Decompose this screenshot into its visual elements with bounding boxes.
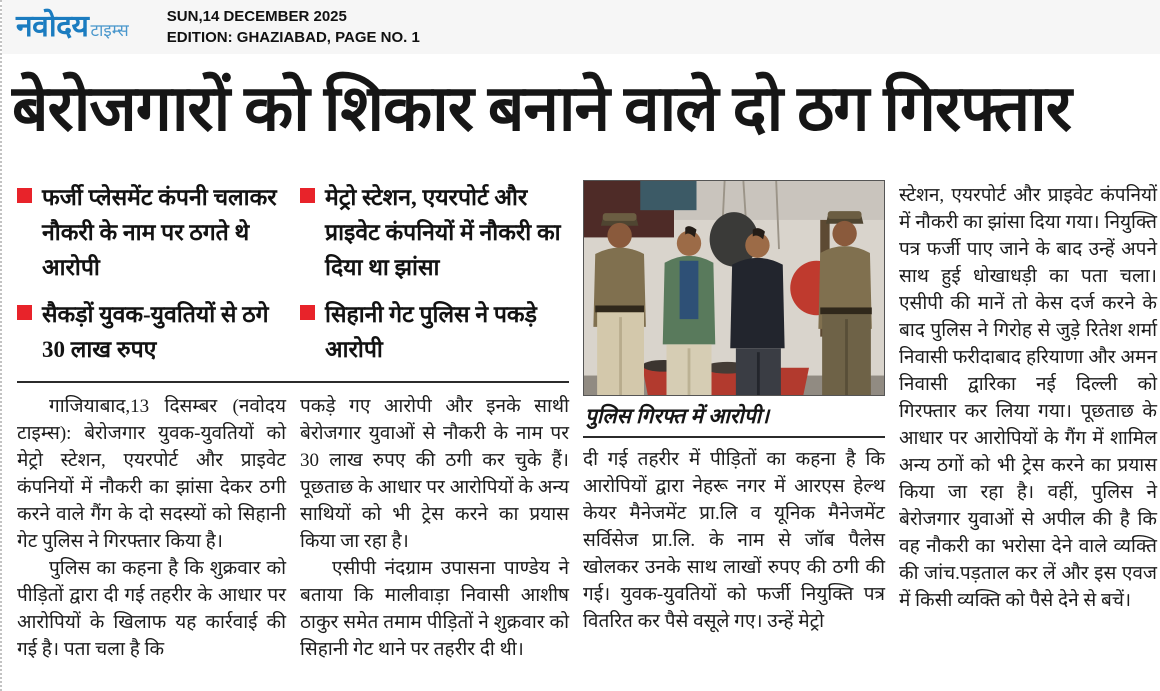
subhead-text: फर्जी प्लेसमेंट कंपनी चलाकर नौकरी के नाम पर ठगते थे आरोपी bbox=[42, 185, 277, 280]
news-photo bbox=[583, 180, 885, 396]
paragraph: गाजियाबाद,13 दिसम्बर (नवोदय टाइम्स): बेरोजगार युवक-युवतियों को मेट्रो स्टेशन, एयरपोर्ट और प्राइवेट कंपनियों में नौकरी का झांसा देकर ठगी करने वाले गैंग के दो सदस्यों को सिहानी गेट पुलिस ने गिरफ्तार किया है। bbox=[17, 396, 286, 552]
body-column-4 bbox=[899, 180, 1157, 691]
paragraph: पकड़े गए आरोपी और इनके साथी बेरोजगार युवाओं से नौकरी के नाम पर 30 लाख रुपए की ठगी कर चुके हैं। पूछताछ के आधार पर आरोपियों के अन्य साथियों को भी ट्रेस करने का प्रयास किया जा रहा है। bbox=[300, 396, 569, 552]
headline-block bbox=[2, 54, 1160, 166]
body-column-2 bbox=[300, 393, 569, 663]
date-line: SUN,14 DECEMBER 2025 bbox=[166, 8, 347, 25]
subheads-column-1 bbox=[17, 180, 286, 379]
article-body bbox=[2, 166, 1160, 691]
red-square-bullet-icon bbox=[300, 305, 315, 320]
logo-main-text: नवोदय bbox=[16, 10, 89, 43]
columns-1-2-group bbox=[17, 180, 569, 691]
photo-caption: पुलिस गिरफ्त में आरोपी। bbox=[585, 404, 770, 428]
red-square-bullet-icon bbox=[17, 305, 32, 320]
subhead-text: मेट्रो स्टेशन, एयरपोर्ट और प्राइवेट कंपनियों में नौकरी का दिया था झांसा bbox=[325, 185, 561, 280]
caption-divider-rule bbox=[583, 436, 885, 438]
subhead-text: सिहानी गेट पुलिस ने पकड़े आरोपी bbox=[325, 302, 537, 362]
subhead-text: सैकड़ों युवक-युवतियों से ठगे 30 लाख रुपए bbox=[42, 302, 269, 362]
edition-dateline bbox=[167, 6, 420, 48]
paragraph: दी गई तहरीर में पीड़ितों का कहना है कि आरोपियों द्वारा नेहरू नगर में आरएस हेल्थ केयर मैनेजमेंट प्रा.लि व यूनिक मैनेजमेंट सर्विसेज प्रा.लि. के नाम से जॉब पैलेस खोलकर उनके साथ लाखों रुपए की ठगी की गई। युवक-युवतियों को फर्जी नियुक्ति पत्र वितरित कर पैसे वसूले गए। उन्हें मेट्रो bbox=[583, 449, 885, 632]
body-text-row bbox=[17, 393, 569, 663]
paragraph: पुलिस का कहना है कि शुक्रवार को पीड़ितों द्वारा दी गई तहरीर के आधार पर आरोपियों के खिलाफ यह कार्रवाई की गई है। पता चला है कि bbox=[17, 558, 286, 660]
subhead-item bbox=[17, 180, 286, 285]
photo-column bbox=[583, 180, 885, 691]
subheads-column-2 bbox=[300, 180, 569, 379]
subhead-item bbox=[300, 297, 569, 367]
masthead bbox=[2, 0, 1160, 54]
paragraph: स्टेशन, एयरपोर्ट और प्राइवेट कंपनियों में नौकरी का झांसा दिया गया। नियुक्ति पत्र फर्जी पाए जाने के बाद उन्हें अपने साथ हुई धोखाधड़ी का पता चला। एसीपी की मानें तो केस दर्ज करने के बाद पुलिस ने गिरोह से जुड़े रितेश शर्मा निवासी फरीदाबाद हरियाणा और अमन निवासी द्वारिका नई दिल्ली को गिरफ्तार कर लिया गया। पूछताछ के आधार पर आरोपियों के गैंग में शामिल अन्य ठगों को भी ट्रेस करने का प्रयास किया जा रहा है। वहीं, पुलिस ने बेरोजगार युवाओं से अपील की है कि वह नौकरी का भरोसा देने वाले व्यक्ति की जांच.पड़ताल कर लें और इस एवज में किसी व्यक्ति को पैसे देने से बचें। bbox=[899, 185, 1157, 611]
subheads-row bbox=[17, 180, 569, 379]
subheads-divider-rule bbox=[17, 381, 569, 383]
subhead-item bbox=[17, 297, 286, 367]
red-square-bullet-icon bbox=[300, 188, 315, 203]
newspaper-logo bbox=[16, 12, 129, 42]
paragraph: एसीपी नंदग्राम उपासना पाण्डेय ने बताया कि मालीवाड़ा निवासी आशीष ठाकुर समेत तमाम पीड़ितों ने शुक्रवार को सिहानी गेट थाने पर तहरीर दी थी। bbox=[300, 558, 569, 660]
body-column-1 bbox=[17, 393, 286, 663]
red-square-bullet-icon bbox=[17, 188, 32, 203]
logo-sub-text: टाइम्स bbox=[90, 21, 129, 40]
subhead-item bbox=[300, 180, 569, 285]
main-headline: बेरोजगारों को शिकार बनाने वाले दो ठग गिरफ्तार bbox=[12, 73, 1071, 144]
edition-line: EDITION: GHAZIABAD, PAGE NO. 1 bbox=[166, 29, 420, 46]
police-arrest-photo-illustration bbox=[584, 181, 884, 395]
